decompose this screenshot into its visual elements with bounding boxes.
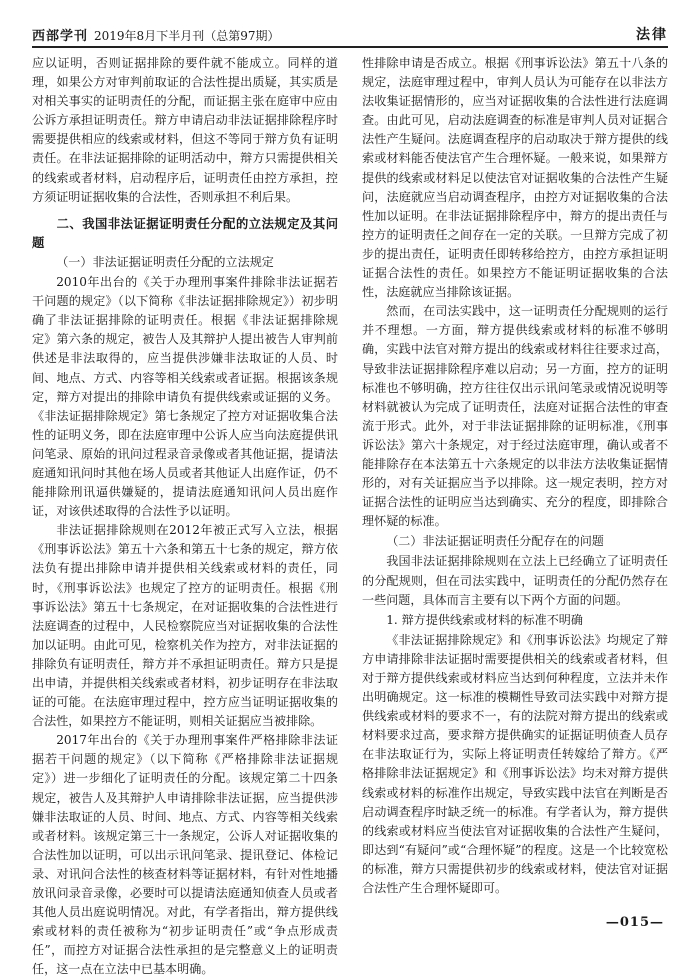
paragraph: 2010年出台的《关于办理刑事案件排除非法证据若干问题的规定》（以下简称《非法证据排除规定》）初步明确了非法证据排除的证明责任。根据《非法证据排除规定》第六条的规定，被告人及其辩护人提出被告人审判前供述是非法取得的，应当提供涉嫌非法取证的人员、时间、地点、方式、内容等相关线索或者证据。根据该条规定，辩方对提出的排除申请负有提供线索或证据的义务。《非法证据排除规定》第七条规定了控方对证据收集合法性的证明义务，即在法庭审理中公诉人应当向法庭提供讯问笔录、原始的讯问过程录音录像或者其他证据，提请法庭通知讯问时其他在场人员或者其他证人出庭作证，仍不能排除刑讯逼供嫌疑的，提请法庭通知讯问人员出庭作证，对该供述取得的合法性予以证明。 [32,275,338,519]
journal-name: 西部学刊 [32,29,89,44]
paragraph: 我国非法证据排除规则在立法上已经确立了证明责任的分配规则，但在司法实践中，证明责任的分配仍然存在一些问题，具体而言主要有以下两个方面的问题。 [362,554,668,607]
page-number: —015— [605,915,664,930]
subsection-heading: （二）非法证据证明责任分配存在的问题 [386,534,604,549]
issue-info: 2019年8月下半月刊（总第97期） [94,29,280,43]
subsection-heading: （一）非法证据证明责任分配的立法规定 [56,254,274,269]
right-column [362,54,668,904]
paragraph: 《非法证据排除规定》和《刑事诉讼法》均规定了辩方申请排除非法证据时需要提供相关的线索或者材料，但对于辩方提供线索或材料应当达到何种程度，立法并未作出明确规定。这一标准的模糊性导致司法实践中对辩方提供线索或材料的要求不一，有的法院对辩方提出的线索或材料要求过高，要求辩方提供确实的证据证明侦查人员存在非法取证行为，实际上将证明责任转嫁给了辩方。《严格排除非法证据规定》和《刑事诉讼法》均未对辩方提供线索或材料的标准作出规定，导致实践中法官在判断是否启动调查程序时缺乏统一的标准。有学者认为，辩方提供的线索或材料应当使法官对证据收集的合法性产生疑问，即达到“有疑问”或“合理怀疑”的程度。这是一个比较宽松的标准，辩方只需提供初步的线索或材料，使法官对证据合法性产生合理怀疑即可。 [362,632,668,896]
section-label: 法律 [636,27,668,43]
left-column [32,54,338,977]
header-left [32,25,279,44]
page-header [32,20,668,48]
paragraph: 然而，在司法实践中，这一证明责任分配规则的运行并不理想。一方面，辩方提供线索或材料的标准不够明确，实践中法官对辩方提出的线索或材料往往要求过高，导致非法证据排除程序难以启动；另一方面，控方的证明标准也不够明确，控方往往仅出示讯问笔录或情况说明等材料就被认为完成了证明责任，法庭对证据合法性的审查流于形式。此外，对于非法证据排除的证明标准，《刑事诉讼法》第六十条规定，对于经过法庭审理，确认或者不能排除存在本法第五十六条规定的以非法方法收集证据情形的，对有关证据应当予以排除。这一规定表明，控方对证据合法性的证明应当达到确实、充分的程度，即排除合理怀疑的标准。 [362,304,668,529]
sub-subsection-heading: 1. 辩方提供线索或材料的标准不明确 [386,612,583,627]
paragraph: 2017年出台的《关于办理刑事案件严格排除非法证据若干问题的规定》（以下简称《严格排除非法证据规定》）进一步细化了证明责任的分配。该规定第二十四条规定，被告人及其辩护人申请排除非法证据，应当提供涉嫌非法取证的人员、时间、地点、方式、内容等相关线索或者材料。该规定第三十一条规定，公诉人对证据收集的合法性加以证明，可以出示讯问笔录、提讯登记、体检记录、对讯问合法性的核查材料等证据材料，有针对性地播放讯问录音录像，必要时可以提请法庭通知侦查人员或者其他人员出庭说明情况。对此，有学者指出，辩方提供线索或材料的责任被称为“初步证明责任”或“争点形成责任”，而控方对证据合法性承担的是完整意义上的证明责任，这一点在立法中已基本明确。 [32,733,338,977]
paragraph: 应以证明，否则证据排除的要件就不能成立。同样的道理，如果公方对审判前取证的合法性提出质疑，其实质是对相关事实的证明责任的分配，而证据主张在庭审中应由公诉方承担证明责任。辩方申请启动非法证据排除程序时需要提供相应的线索或材料，但这不等同于辩方负有证明责任。在非法证据排除的证明活动中，辩方只需提供相关的线索或者材料，启动程序后，证明责任由控方承担，控方须证明证据收集的合法性，否则承担不利后果。 [32,56,338,204]
paragraph: 非法证据排除规则在2012年被正式写入立法，根据《刑事诉讼法》第五十六条和第五十七条的规定，辩方依法负有提出排除申请并提供相关线索或材料的责任，同时，《刑事诉讼法》也规定了控方的证明责任。根据《刑事诉讼法》第五十七条规定，在对证据收集的合法性进行法庭调查的过程中，人民检察院应当对证据收集的合法性加以证明。由此可见，检察机关作为控方，对非法证据的排除负有证明责任，辩方并不承担证明责任。辩方只是提出申请，并提供相关线索或者材料，初步证明存在非法取证的可能。在法庭审理过程中，控方应当证明证据收集的合法性，如果控方不能证明，则相关证据应当被排除。 [32,523,338,729]
paragraph: 性排除申请是否成立。根据《刑事诉讼法》第五十八条的规定，法庭审理过程中，审判人员认为可能存在以非法方法收集证据情形的，应当对证据收集的合法性进行法庭调查。由此可见，启动法庭调查的标准是审判人员对证据合法性产生疑问。法庭调查程序的启动取决于辩方提供的线索或材料能否使法官产生合理怀疑。一般来说，如果辩方提供的线索或材料足以使法官对证据收集的合法性产生疑问，法庭就应当启动调查程序，由控方对证据收集的合法性加以证明。在非法证据排除程序中，辩方的提出责任与控方的证明责任之间存在一定的关联。一旦辩方完成了初步的提出责任，证明责任即转移给控方，由控方承担证明证据合法性的责任。如果控方不能证明证据收集的合法性，法庭就应当排除该证据。 [362,56,668,300]
section-heading: 二、我国非法证据证明责任分配的立法规定及其问题 [32,215,338,250]
